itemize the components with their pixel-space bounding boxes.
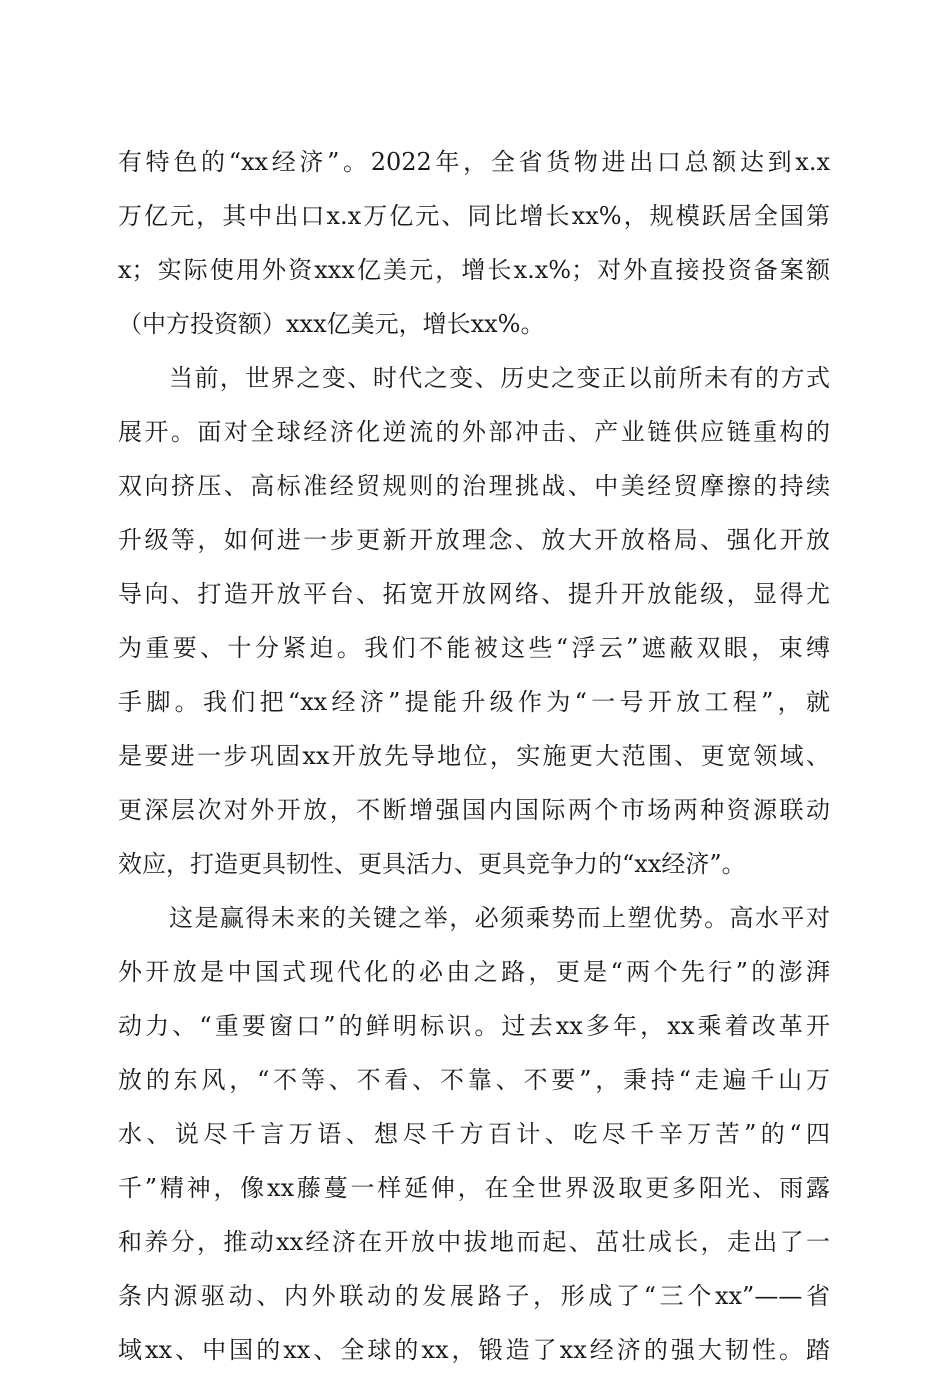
text-line: 万亿元，其中出口x.x万亿元、同比增长xx%，规模跃居全国第 [118, 202, 830, 230]
text-line: 更深层次对外开放，不断增强国内国际两个市场两种资源联动 [118, 796, 830, 824]
text-line: 放的东风，“不等、不看、不靠、不要”，秉持“走遍千山万 [118, 1066, 830, 1094]
text-line: 展开。面对全球经济化逆流的外部冲击、产业链供应链重构的 [118, 418, 830, 446]
text-line: 条内源驱动、内外联动的发展路子，形成了“三个xx”——省 [118, 1282, 830, 1310]
text-line: 动力、“重要窗口”的鲜明标识。过去xx多年，xx乘着改革开 [118, 1012, 830, 1040]
text-line: 升级等，如何进一步更新开放理念、放大开放格局、强化开放 [118, 526, 830, 554]
text-line: 手脚。我们把“xx经济”提能升级作为“一号开放工程”，就 [118, 688, 830, 716]
text-line: 域xx、中国的xx、全球的xx，锻造了xx经济的强大韧性。踏 [118, 1336, 830, 1364]
paragraph-2 [118, 351, 830, 891]
text-line: 水、说尽千言万语、想尽千方百计、吃尽千辛万苦”的“四 [118, 1120, 830, 1148]
paragraph-1 [118, 135, 830, 351]
text-line: 为重要、十分紧迫。我们不能被这些“浮云”遮蔽双眼，束缚 [118, 634, 830, 662]
document-body [118, 135, 830, 1377]
text-line: 千”精神，像xx藤蔓一样延伸，在全世界汲取更多阳光、雨露 [118, 1174, 830, 1202]
text-line: 当前，世界之变、时代之变、历史之变正以前所未有的方式 [118, 364, 830, 392]
text-line: 这是赢得未来的关键之举，必须乘势而上塑优势。高水平对 [118, 904, 830, 932]
text-line: 双向挤压、高标准经贸规则的治理挑战、中美经贸摩擦的持续 [118, 472, 830, 500]
text-line: x；实际使用外资xxx亿美元，增长x.x%；对外直接投资备案额 [118, 256, 830, 284]
paragraph-3 [118, 891, 830, 1377]
text-line: 和养分，推动xx经济在开放中拔地而起、茁壮成长，走出了一 [118, 1228, 830, 1256]
text-line: 有特色的“xx经济”。2022年，全省货物进出口总额达到x.x [118, 148, 830, 176]
text-line: 外开放是中国式现代化的必由之路，更是“两个先行”的澎湃 [118, 958, 830, 986]
text-line: 效应，打造更具韧性、更具活力、更具竞争力的“xx经济”。 [118, 850, 746, 878]
text-line: 导向、打造开放平台、拓宽开放网络、提升开放能级，显得尤 [118, 580, 830, 608]
text-line: 是要进一步巩固xx开放先导地位，实施更大范围、更宽领域、 [118, 742, 830, 770]
text-line: （中方投资额）xxx亿美元，增长xx%。 [118, 310, 545, 338]
